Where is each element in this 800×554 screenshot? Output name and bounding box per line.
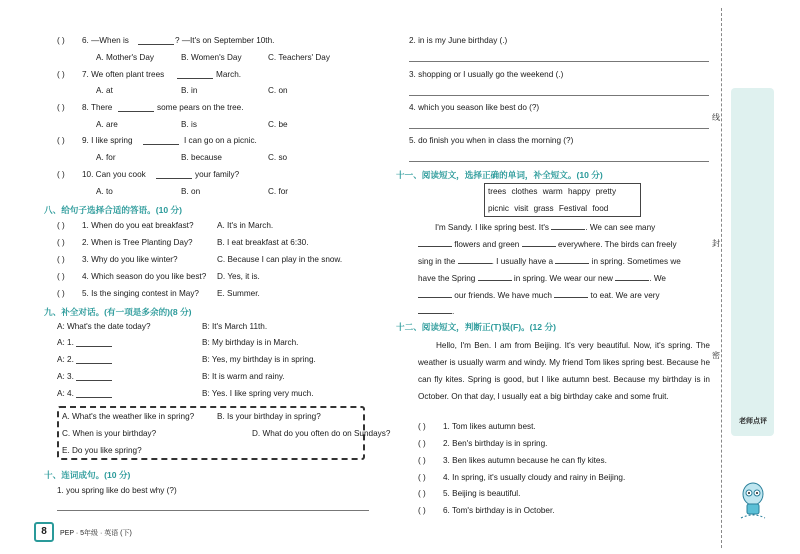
statement-text: 6. Tom's birthday is in October. <box>443 506 555 515</box>
fill-blank[interactable] <box>156 171 192 179</box>
option-c: C. Teachers' Day <box>268 53 330 62</box>
answer-paren[interactable]: ( ) <box>57 255 65 264</box>
answer-paren[interactable]: ( ) <box>418 489 426 498</box>
answer-option: C. Because I can play in the snow. <box>217 255 343 264</box>
speaker-b-line: B: Yes, my birthday is in spring. <box>202 355 316 364</box>
reorder-question-2: 2. in is my June birthday (.) <box>409 36 508 45</box>
answer-option: A. It's in March. <box>217 221 274 230</box>
fill-blank[interactable] <box>418 290 452 298</box>
fill-blank[interactable] <box>76 373 112 381</box>
teacher-comment-label: 老师点评 <box>739 418 767 425</box>
section-11-title: 十一、阅读短文，选择正确的单词，补全短文。(10 分) <box>396 170 603 180</box>
question-text: 6. —When is <box>82 36 129 45</box>
cloze-text: in spring. Sometimes we <box>591 257 681 266</box>
option-a: A. to <box>96 187 113 196</box>
answer-line[interactable] <box>409 95 709 96</box>
answer-paren[interactable]: ( ) <box>57 289 65 298</box>
speaker-a-line: A: 3. <box>57 372 74 381</box>
question-text: 1. When do you eat breakfast? <box>82 221 194 230</box>
answer-paren[interactable]: ( ) <box>57 221 65 230</box>
option-a: A. for <box>96 153 116 162</box>
pencil-mascot-icon <box>736 478 770 522</box>
reading-passage: Hello, I'm Ben. I am from Beijing. It's very beautiful. Now, it's spring. The weather is usually warm and windy. My friend Tom likes spring best. Because he can fly kites. Spring is good, but I like autumn best. Because my birthday is in October. On that day, I usually eat a big birthday cake and some fruit. <box>418 341 710 401</box>
fill-blank[interactable] <box>555 256 589 264</box>
fill-blank[interactable] <box>418 306 455 316</box>
answer-paren[interactable]: ( ) <box>57 170 65 179</box>
dialogue-option-e: E. Do you like spring? <box>62 446 142 455</box>
option-a: A. Mother's Day <box>96 53 154 62</box>
answer-line[interactable] <box>57 510 369 511</box>
question-tail: I can go on a picnic. <box>184 136 257 145</box>
cloze-line-6 <box>418 306 454 316</box>
dialogue-option-c: C. When is your birthday? <box>62 429 157 438</box>
reorder-question-1: 1. you spring like do best why (?) <box>57 486 177 495</box>
answer-paren[interactable]: ( ) <box>418 439 426 448</box>
cloze-text: . <box>452 307 455 316</box>
speaker-b-line: B: It is warm and rainy. <box>202 372 285 381</box>
option-c: C. be <box>268 120 288 129</box>
fill-blank[interactable] <box>177 71 213 79</box>
question-text: 10. Can you cook <box>82 170 146 179</box>
answer-paren[interactable]: ( ) <box>418 473 426 482</box>
option-b: B. on <box>181 187 201 196</box>
dialogue-option-b: B. Is your birthday in spring? <box>217 412 321 421</box>
cloze-line-2 <box>418 239 677 249</box>
cloze-line-4 <box>418 273 666 283</box>
question-text: 4. Which season do you like best? <box>82 272 207 281</box>
answer-paren[interactable]: ( ) <box>418 506 426 515</box>
fill-blank[interactable] <box>458 256 492 264</box>
answer-line[interactable] <box>409 61 709 62</box>
cloze-text: I'm Sandy. I like spring best. It's <box>435 223 550 232</box>
answer-paren[interactable]: ( ) <box>57 136 65 145</box>
cloze-line-3 <box>418 256 681 266</box>
fill-blank[interactable] <box>478 273 512 281</box>
footer-text: PEP · 5年级 · 英语 (下) <box>60 530 132 537</box>
fill-blank[interactable] <box>615 273 649 281</box>
binding-char-secret: 密 <box>712 351 720 360</box>
cloze-text: have the Spring <box>418 274 476 283</box>
fill-blank[interactable] <box>118 104 154 112</box>
fill-blank[interactable] <box>551 222 585 230</box>
section-10-title: 十、连词成句。(10 分) <box>44 470 131 480</box>
option-b: B. because <box>181 153 222 162</box>
question-text: 3. Why do you like winter? <box>82 255 178 264</box>
section-12-title: 十二、阅读短文，判断正(T)误(F)。(12 分) <box>396 322 556 332</box>
option-c: C. for <box>268 187 289 196</box>
answer-paren[interactable]: ( ) <box>418 422 426 431</box>
statement-text: 2. Ben's birthday is in spring. <box>443 439 548 448</box>
speaker-a-line: A: 2. <box>57 355 74 364</box>
question-tail: some pears on the tree. <box>157 103 244 112</box>
answer-paren[interactable]: ( ) <box>418 456 426 465</box>
section-9-title: 九、补全对话。(有一项是多余的)(8 分) <box>44 307 192 317</box>
answer-line[interactable] <box>409 128 709 129</box>
page-number: 8 <box>34 522 54 542</box>
answer-paren[interactable]: ( ) <box>57 238 65 247</box>
question-text: 7. We often plant trees <box>82 70 165 79</box>
question-text: 2. When is Tree Planting Day? <box>82 238 193 247</box>
cloze-text: sing in the <box>418 257 456 266</box>
option-a: A. at <box>96 86 113 95</box>
answer-paren[interactable]: ( ) <box>57 36 65 45</box>
section-8-title: 八、给句子选择合适的答语。(10 分) <box>44 205 182 215</box>
question-text: 5. Is the singing contest in May? <box>82 289 199 298</box>
statement-text: 1. Tom likes autumn best. <box>443 422 536 431</box>
option-c: C. on <box>268 86 288 95</box>
word-bank-row-1: trees clothes warm happy pretty <box>488 187 617 196</box>
cloze-text: to eat. We are very <box>590 291 660 300</box>
statement-text: 3. Ben likes autumn because he can fly kites. <box>443 456 607 465</box>
question-tail: your family? <box>195 170 240 179</box>
speaker-a-line: A: What's the date today? <box>57 322 151 331</box>
speaker-b-line: B: My birthday is in March. <box>202 338 299 347</box>
answer-option: E. Summer. <box>217 289 260 298</box>
cloze-line-5 <box>418 290 660 300</box>
cloze-line-1 <box>435 222 655 232</box>
fill-blank[interactable] <box>522 239 556 247</box>
option-b: B. in <box>181 86 198 95</box>
answer-paren[interactable]: ( ) <box>57 70 65 79</box>
cloze-text: in spring. We wear our new <box>513 274 613 283</box>
fill-blank[interactable] <box>76 339 112 347</box>
answer-paren[interactable]: ( ) <box>57 103 65 112</box>
reorder-question-5: 5. do finish you when in class the morning (?) <box>409 136 574 145</box>
binding-char-line: 线 <box>712 113 720 122</box>
statement-text: 5. Beijing is beautiful. <box>443 489 521 498</box>
dialogue-option-a: A. What's the weather like in spring? <box>62 412 195 421</box>
answer-line[interactable] <box>409 161 709 162</box>
reorder-question-4: 4. which you season like best do (?) <box>409 103 540 112</box>
cloze-text: everywhere. The birds can freely <box>557 240 677 249</box>
question-text: 8. There <box>82 103 113 112</box>
answer-option: D. Yes, it is. <box>217 272 260 281</box>
option-c: C. so <box>268 153 288 162</box>
fill-blank[interactable] <box>554 290 588 298</box>
fill-blank[interactable] <box>418 239 452 247</box>
cloze-text: . I usually have a <box>491 257 554 266</box>
cloze-text: our friends. We have much <box>454 291 552 300</box>
cloze-text: flowers and green <box>454 240 520 249</box>
word-bank-row-2: picnic visit grass Festival food <box>488 204 609 213</box>
question-tail: ? —It's on September 10th. <box>175 36 275 45</box>
fill-blank[interactable] <box>76 356 112 364</box>
speaker-a-line: A: 1. <box>57 338 74 347</box>
binding-line <box>721 8 722 548</box>
reorder-question-3: 3. shopping or I usually go the weekend (.) <box>409 70 564 79</box>
statement-text: 4. In spring, it's usually cloudy and rainy in Beijing. <box>443 473 626 482</box>
answer-paren[interactable]: ( ) <box>57 272 65 281</box>
option-b: B. Women's Day <box>181 53 242 62</box>
answer-option: B. I eat breakfast at 6:30. <box>217 238 309 247</box>
question-text: 9. I like spring <box>82 136 133 145</box>
speaker-b-line: B: Yes. I like spring very much. <box>202 389 314 398</box>
speaker-b-line: B: It's March 11th. <box>202 322 268 331</box>
option-b: B. is <box>181 120 197 129</box>
fill-blank[interactable] <box>76 390 112 398</box>
cloze-text: . We can see many <box>585 223 656 232</box>
cloze-text: . We <box>649 274 666 283</box>
teacher-comment-panel <box>731 88 774 436</box>
fill-blank[interactable] <box>138 37 174 45</box>
option-a: A. are <box>96 120 118 129</box>
question-tail: March. <box>216 70 242 79</box>
speaker-a-line: A: 4. <box>57 389 74 398</box>
dialogue-option-d: D. What do you often do on Sundays? <box>252 429 391 438</box>
fill-blank[interactable] <box>143 137 179 145</box>
binding-char-seal: 封 <box>712 239 720 248</box>
